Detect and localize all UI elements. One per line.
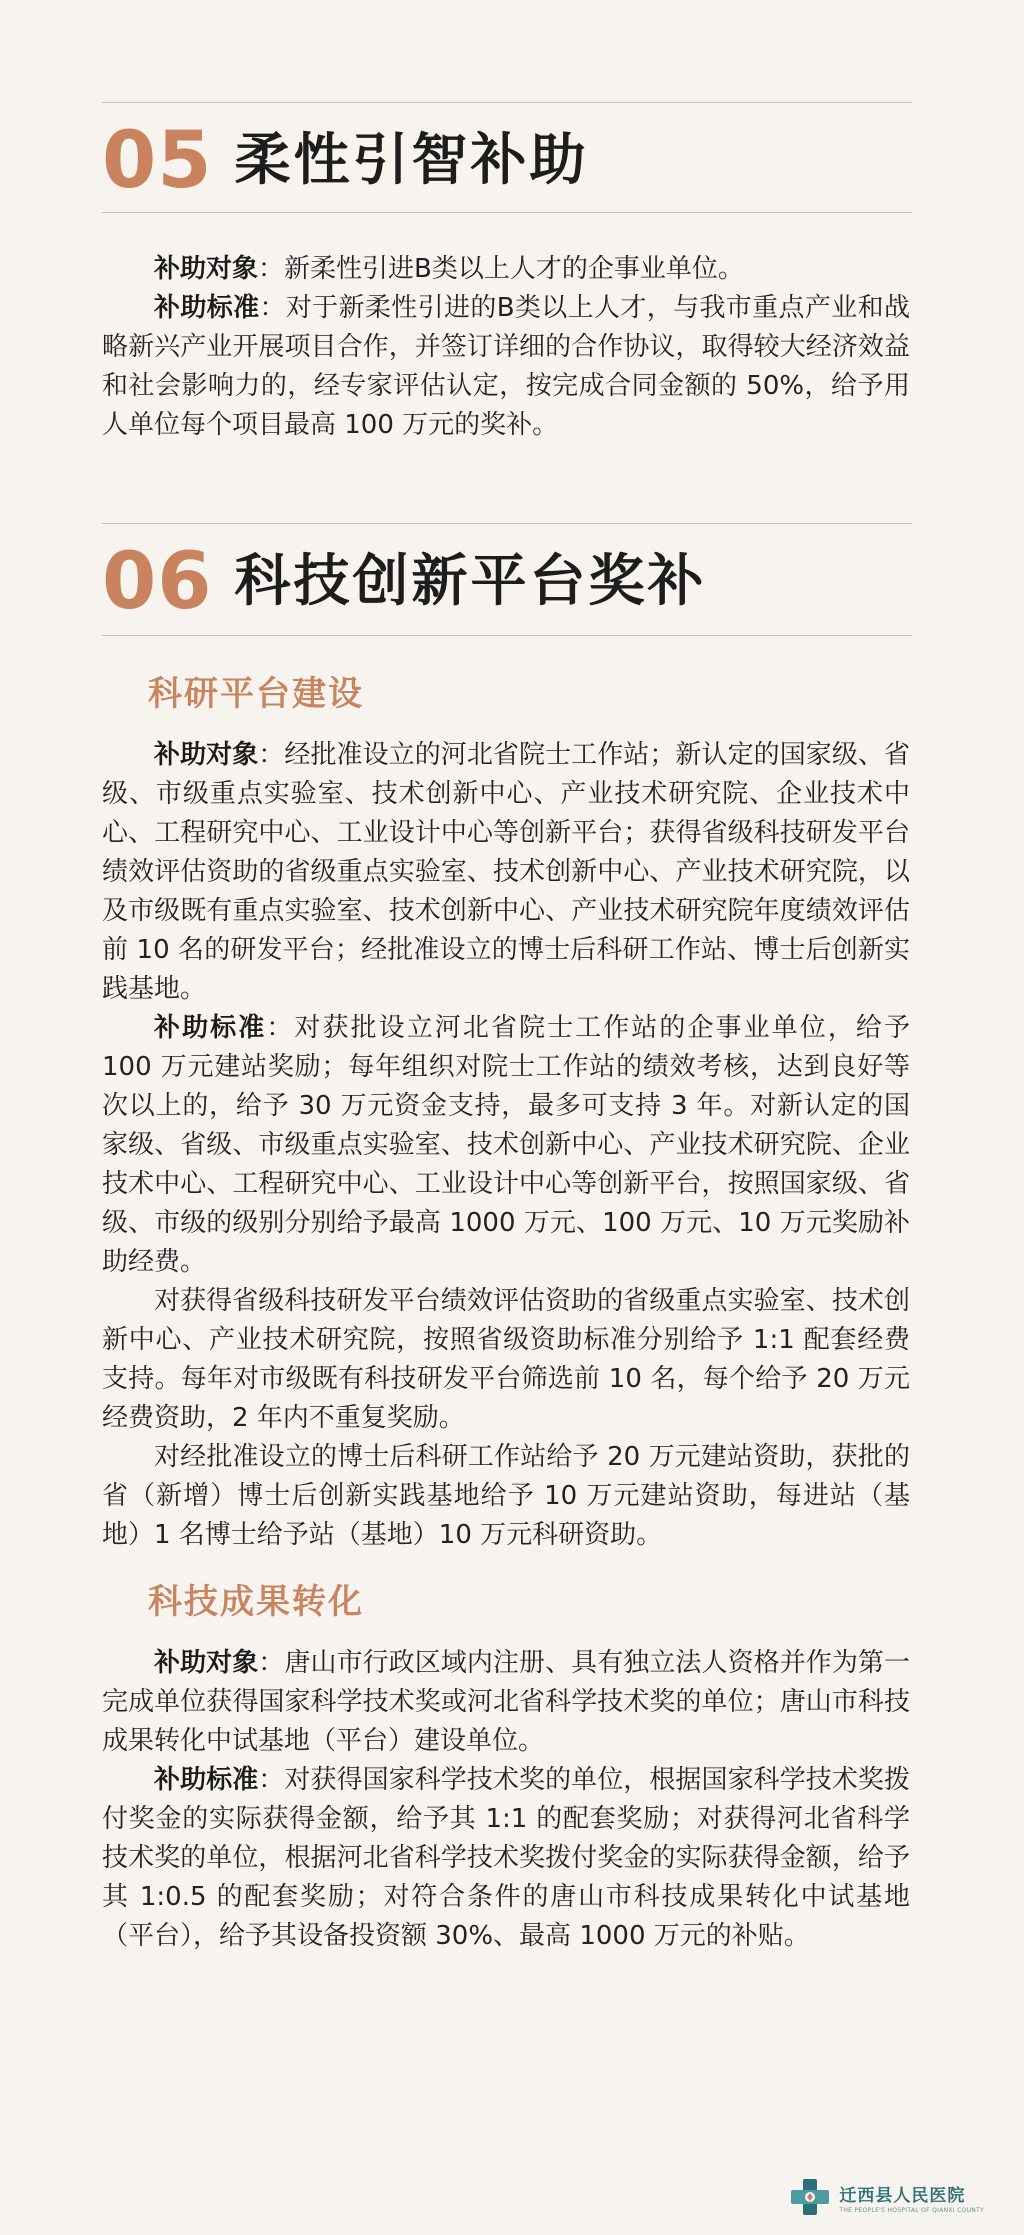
section-05-target <box>102 250 910 289</box>
subsection-tech-transfer-body <box>102 1644 910 1956</box>
research-platform-target-label: 补助对象 <box>154 740 259 770</box>
tech-transfer-target <box>102 1644 910 1761</box>
hospital-logo <box>787 2177 984 2217</box>
tech-transfer-target-label: 补助对象 <box>154 1648 259 1678</box>
research-platform-standard <box>102 1009 910 1282</box>
subsection-research-platform-title: 科研平台建设 <box>148 674 364 714</box>
subsection-research-platform-body <box>102 736 910 1555</box>
subsection-tech-transfer-title: 科技成果转化 <box>148 1582 364 1622</box>
hospital-name: 迁西县人民医院 <box>839 2185 966 2206</box>
research-platform-para4: 对经批准设立的博士后科研工作站给予 20 万元建站资助，获批的省（新增）博士后创新实践基地给予 10 万元建站资助，每进站（基地）1 名博士给予站（基地）10 万元科研资助。 <box>102 1442 910 1550</box>
tech-transfer-target-text: ：唐山市行政区域内注册、具有独立法人资格并作为第一完成单位获得国家科学技术奖或河北省科学技术奖的单位；唐山市科技成果转化中试基地（平台）建设单位。 <box>102 1648 910 1756</box>
hospital-logo-text <box>839 2181 984 2214</box>
section-06-heading <box>102 534 707 630</box>
section-05-heading <box>102 113 589 209</box>
hospital-cross-icon <box>787 2177 833 2217</box>
section-05-standard-label: 补助标准 <box>154 293 260 323</box>
section-05-title: 柔性引智补助 <box>234 128 589 193</box>
research-platform-standard-label: 补助标准 <box>154 1013 267 1043</box>
section-05-bottom-rule <box>102 212 912 213</box>
section-05-standard-text: ：对于新柔性引进的B类以上人才，与我市重点产业和战略新兴产业开展项目合作，并签订详细的合作协议，取得较大经济效益和社会影响力的，经专家评估认定，按完成合同金额的 50%，给予用人单位每个项目最高 100 万元的奖补。 <box>102 293 910 440</box>
section-06-bottom-rule <box>102 635 912 636</box>
section-05-top-rule <box>102 102 912 103</box>
section-06-title: 科技创新平台奖补 <box>234 549 707 614</box>
research-platform-para3: 对获得省级科技研发平台绩效评估资助的省级重点实验室、技术创新中心、产业技术研究院，按照省级资助标准分别给予 1:1 配套经费支持。每年对市级既有科技研发平台筛选前 10 名，每个给予 20 万元经费资助，2 年内不重复奖励。 <box>102 1286 910 1433</box>
research-platform-target-text: ：经批准设立的河北省院士工作站；新认定的国家级、省级、市级重点实验室、技术创新中心、产业技术研究院、企业技术中心、工程研究中心、工业设计中心等创新平台；获得省级科技研发平台绩效评估资助的省级重点实验室、技术创新中心、产业技术研究院，以及市级既有重点实验室、技术创新中心、产业技术研究院年度绩效评估前 10 名的研发平台；经批准设立的博士后科研工作站、博士后创新实践基地。 <box>102 740 910 1004</box>
research-platform-standard-text: ：对获批设立河北省院士工作站的企事业单位，给予 100 万元建站奖励；每年组织对院士工作站的绩效考核，达到良好等次以上的，给予 30 万元资金支持，最多可支持 3 年。对新认定的国家级、省级、市级重点实验室、技术创新中心、产业技术研究院、企业技术中心、工程研究中心、工业设计中心等创新平台，按照国家级、省级、市级的级别分别给予最高 1000 万元、100 万元、10 万元奖励补助经费。 <box>102 1013 910 1277</box>
section-05-body <box>102 250 910 445</box>
tech-transfer-standard-label: 补助标准 <box>154 1765 259 1795</box>
section-06-top-rule <box>102 523 912 524</box>
section-05-target-text: ：新柔性引进B类以上人才的企事业单位。 <box>258 254 744 284</box>
section-06-number: 06 <box>102 537 213 627</box>
hospital-name-english: THE PEOPLE'S HOSPITAL OF QIANXI COUNTY <box>839 2206 984 2214</box>
tech-transfer-standard <box>102 1761 910 1956</box>
research-platform-target <box>102 736 910 1009</box>
section-05-number: 05 <box>102 116 213 206</box>
section-05-target-label: 补助对象 <box>154 254 259 284</box>
section-05-standard <box>102 289 910 445</box>
tech-transfer-standard-text: ：对获得国家科学技术奖的单位，根据国家科学技术奖拨付奖金的实际获得金额，给予其 1:1 的配套奖励；对获得河北省科学技术奖的单位，根据河北省科学技术奖拨付奖金的实际获得金额，给予其 1:0.5 的配套奖励；对符合条件的唐山市科技成果转化中试基地（平台），给予其设备投资额 30%、最高 1000 万元的补贴。 <box>102 1765 910 1951</box>
